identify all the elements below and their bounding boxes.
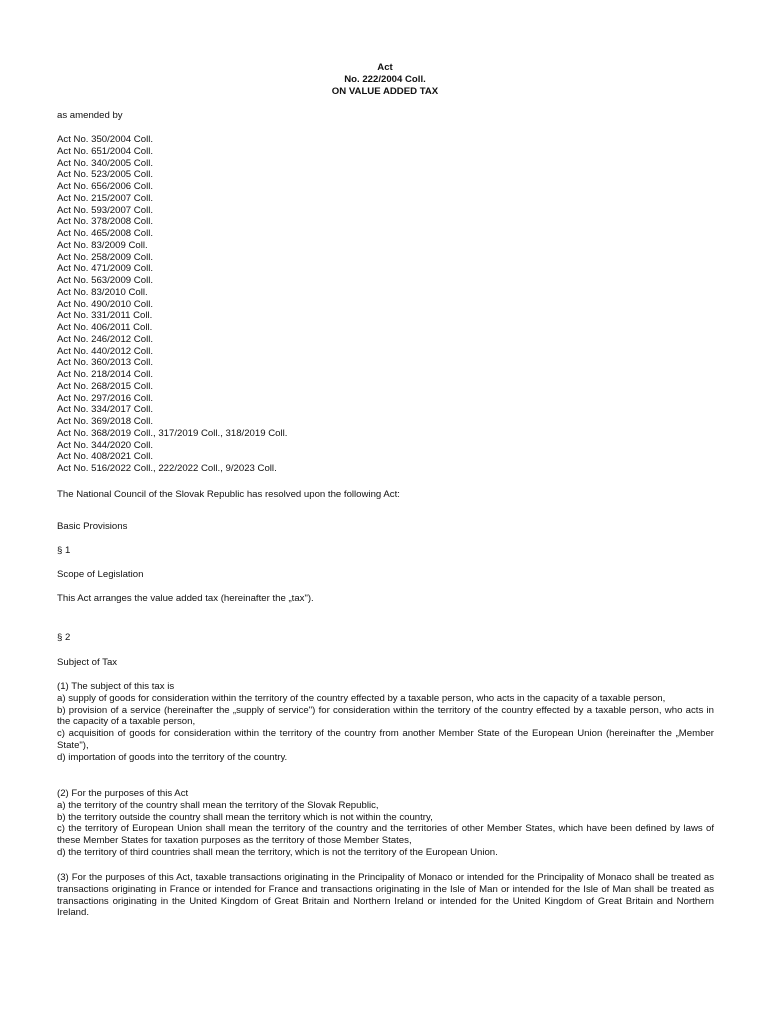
paragraph-line: d) importation of goods into the territory of the country. (57, 751, 288, 763)
list-item: Act No. 83/2010 Coll. (57, 286, 148, 298)
section-2-heading: Subject of Tax (57, 657, 118, 668)
list-item: Act No. 523/2005 Coll. (57, 169, 153, 181)
part-heading: Basic Provisions (57, 521, 128, 532)
list-item: Act No. 218/2014 Coll. (57, 369, 153, 380)
title-act-number: No. 222/2004 Coll. (344, 74, 426, 85)
list-item: Act No. 440/2012 Coll. (57, 345, 153, 357)
title-act-name: ON VALUE ADDED TAX (331, 86, 439, 97)
paragraph-line: c) the territory of European Union shall mean the territory of the country and the territories of other Member States, which have been defined by laws of these Member States for taxation purposes as the territory of those Member States, (57, 823, 714, 847)
section-2-paragraph-1 (57, 681, 714, 764)
paragraph-line: a) supply of goods for consideration within the territory of the country effected by a taxable person, who acts in the capacity of a taxable person, (57, 692, 666, 704)
list-item: Act No. 408/2021 Coll. (57, 451, 153, 463)
list-item: Act No. 369/2018 Coll. (57, 416, 153, 427)
list-item: Act No. 656/2006 Coll. (57, 181, 153, 192)
paragraph-line: a) the territory of the country shall mean the territory of the Slovak Republic, (57, 799, 379, 811)
paragraph-line: b) the territory outside the country shall mean the territory which is not within the country, (57, 811, 433, 823)
list-item: Act No. 215/2007 Coll. (57, 192, 153, 204)
preamble: The National Council of the Slovak Republic has resolved upon the following Act: (57, 489, 400, 500)
list-item: Act No. 297/2016 Coll. (57, 392, 153, 404)
list-item: Act No. 83/2009 Coll. (57, 239, 148, 251)
list-item: Act No. 651/2004 Coll. (57, 145, 153, 157)
amendments-list (57, 134, 714, 475)
section-2-paragraph-3: (3) For the purposes of this Act, taxable transactions originating in the Principality of Monaco or intended for the Principality of Monaco shall be treated as transactions originating in France or intended for France and transactions originating in the Isle of Man or intended for the Isle of Man shall be treated as transactions originating in the United Kingdom of Great Britain and Northern Ireland or intended for the United Kingdom of Great Britain and Northern Ireland. (57, 872, 714, 919)
section-1-heading: Scope of Legislation (57, 569, 144, 580)
list-item: Act No. 490/2010 Coll. (57, 298, 153, 310)
paragraph-line: d) the territory of third countries shall mean the territory, which is not the territory of the European Union. (57, 846, 498, 858)
list-item: Act No. 368/2019 Coll., 317/2019 Coll., 318/2019 Coll. (57, 427, 288, 439)
section-2-number: § 2 (57, 632, 71, 643)
list-item: Act No. 563/2009 Coll. (57, 275, 153, 286)
document-title (0, 62, 770, 98)
list-item: Act No. 516/2022 Coll., 222/2022 Coll., 9/2023 Coll. (57, 463, 277, 474)
list-item: Act No. 246/2012 Coll. (57, 333, 153, 345)
list-item: Act No. 331/2011 Coll. (57, 310, 153, 322)
list-item: Act No. 378/2008 Coll. (57, 216, 153, 228)
paragraph-line: (1) The subject of this tax is (57, 681, 175, 692)
list-item: Act No. 334/2017 Coll. (57, 404, 153, 416)
list-item: Act No. 258/2009 Coll. (57, 251, 153, 263)
list-item: Act No. 465/2008 Coll. (57, 228, 153, 239)
list-item: Act No. 350/2004 Coll. (57, 134, 153, 145)
paragraph-line: b) provision of a service (hereinafter the „supply of service") for consideration within the territory of the country effected by a taxable person, who acts in the capacity of a taxable person, (57, 704, 714, 728)
paragraph-line: c) acquisition of goods for consideration within the territory of the country from another Member State of the European Union (hereinafter the „Member State"), (57, 728, 714, 751)
section-1-text: This Act arranges the value added tax (hereinafter the „tax"). (57, 593, 314, 604)
list-item: Act No. 593/2007 Coll. (57, 204, 153, 216)
paragraph-line: (2) For the purposes of this Act (57, 788, 189, 799)
list-item: Act No. 268/2015 Coll. (57, 380, 153, 392)
list-item: Act No. 344/2020 Coll. (57, 439, 153, 451)
section-1-number: § 1 (57, 545, 71, 556)
list-item: Act No. 471/2009 Coll. (57, 263, 153, 275)
title-act: Act (377, 62, 393, 73)
list-item: Act No. 406/2011 Coll. (57, 322, 153, 333)
list-item: Act No. 360/2013 Coll. (57, 357, 153, 369)
section-2-paragraph-2 (57, 788, 714, 859)
amended-by-label: as amended by (57, 110, 123, 121)
list-item: Act No. 340/2005 Coll. (57, 157, 153, 169)
